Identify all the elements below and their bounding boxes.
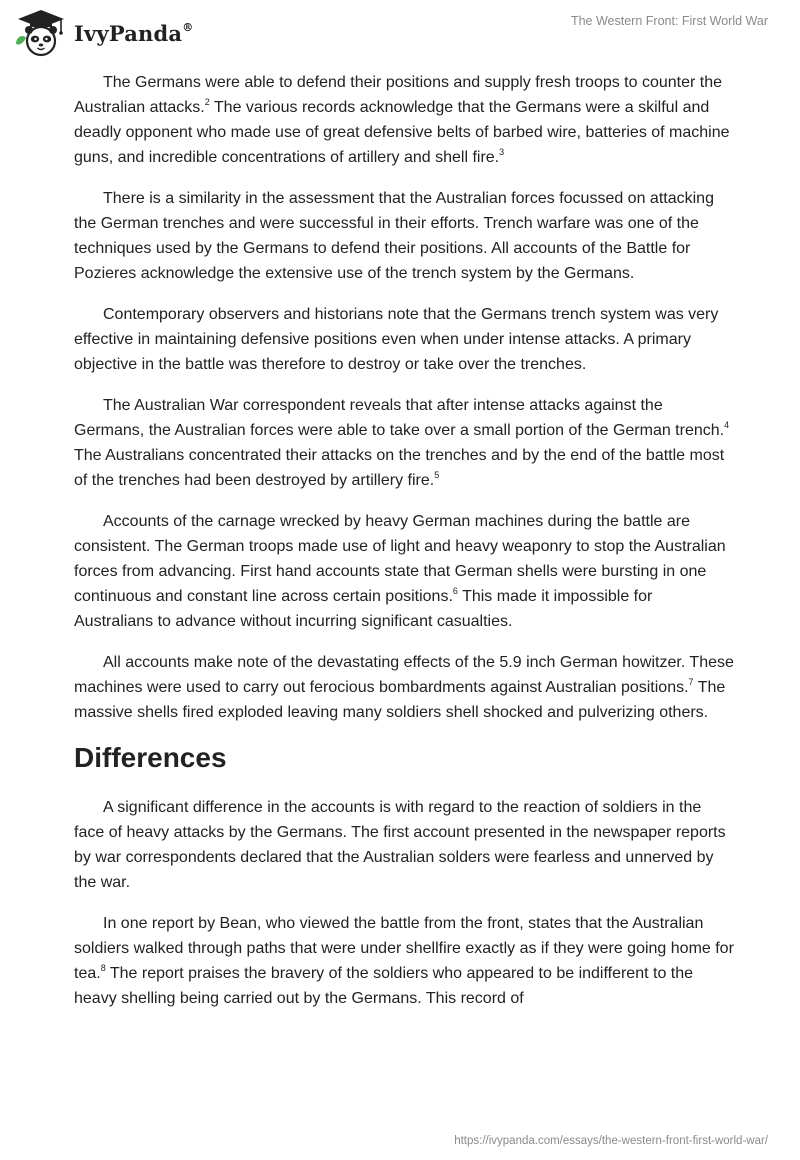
paragraph-7: A significant difference in the accounts is with regard to the reaction of soldiers in the face of heavy attacks by the Germans. The first account presented in the newspaper reports by war correspondents declared that the Australian solders were fearless and unnerved by the war. [74, 799, 726, 891]
paragraph-8: In one report by Bean, who viewed the battle from the front, states that the Australian soldiers walked through paths that were under shellfire exactly as if they were going home for tea.$^8$ The report praises the bravery of the soldiers who appeared to be indifferent to the heavy shelling being carried out by the Germans. This record of [74, 915, 734, 1007]
section-heading-differences: Differences [74, 742, 227, 773]
footnote-ref-6[interactable]: 6 [452, 585, 458, 596]
footnote-ref-7[interactable]: 7 [688, 676, 694, 687]
footnote-ref-2[interactable]: 2 [204, 96, 210, 107]
brand-logo[interactable] [12, 8, 193, 58]
paragraph-5: Accounts of the carnage wrecked by heavy German machines during the battle are consistent. The German troops made use of light and heavy weaponry to stop the Australian forces from advancing. First hand accounts state that German shells were bursting in one continuous and constant line across certain positions.$^6$ This made it impossible for Australians to advance without incurring significant casualties. [74, 513, 726, 630]
footnote-ref-3[interactable]: 3 [499, 146, 505, 157]
registered-mark: ® [182, 20, 194, 34]
footnote-ref-4[interactable]: 4 [724, 419, 730, 430]
panda-graduate-icon [12, 8, 70, 58]
document-title: The Western Front: First World War [570, 14, 768, 28]
paragraph-3: Contemporary observers and historians note that the Germans trench system was very effective in maintaining defensive positions even when under intense attacks. A primary objective in the battle was therefore to destroy or take over the trenches. [74, 306, 719, 373]
footnote-ref-5[interactable]: 5 [434, 469, 440, 480]
brand-name: IvyPanda® [74, 20, 194, 46]
footnote-ref-8[interactable]: 8 [100, 962, 106, 973]
paragraph-4: The Australian War correspondent reveals that after intense attacks against the Germans, the Australian forces were able to take over a small portion of the German trench.$^4$ The Australians concentrated their attacks on the trenches and by the end of the battle most of the trenches had been destroyed by artillery fire.$^5$ [74, 397, 730, 489]
source-url[interactable]: https://ivypanda.com/essays/the-western-front-first-world-war/ [454, 1135, 768, 1147]
page-header [0, 0, 800, 70]
paragraph-6: All accounts make note of the devastating effects of the 5.9 inch German howitzer. These machines were used to carry out ferocious bombardments against Australian positions.$^7$ The massive shells fired exploded leaving many soldiers shell shocked and pulverizing others. [74, 654, 734, 721]
paragraph-2: There is a similarity in the assessment that the Australian forces focussed on attacking the German trenches and were successful in their efforts. Trench warfare was one of the techniques used by the Germans to defend their positions. All accounts of the Battle for Pozieres acknowledge the extensive use of the trench system by the Germans. [74, 190, 714, 282]
essay-body [74, 70, 734, 1027]
paragraph-1: The Germans were able to defend their positions and supply fresh troops to counter the Australian attacks.$^2$ The various records acknowledge that the Germans were a skilful and deadly opponent who made use of great defensive belts of barbed wire, batteries of machine guns, and incredible concentrations of artillery and shell fire.$^3$ [74, 74, 730, 166]
